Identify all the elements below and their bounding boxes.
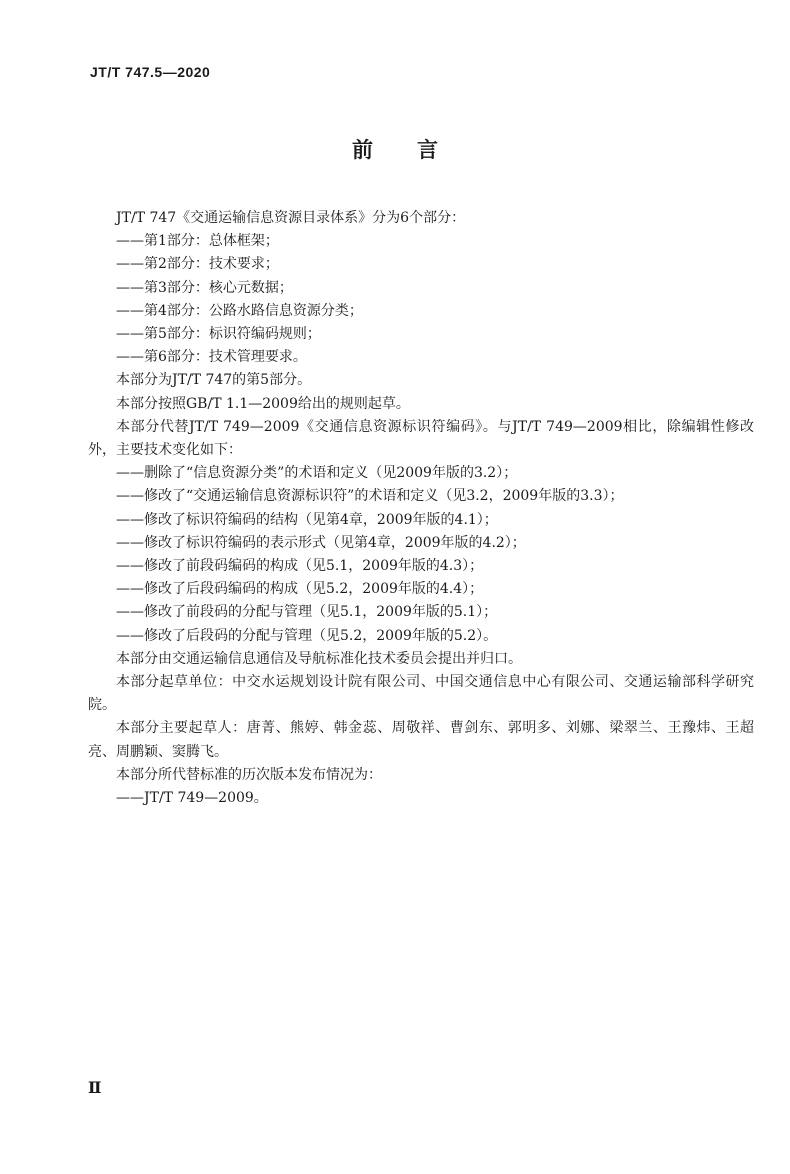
list-item-part-6: ——第6部分：技术管理要求。: [116, 349, 307, 366]
proposed-by-paragraph: 本部分由交通运输信息通信及导航标准化技术委员会提出并归口。: [116, 650, 522, 667]
list-item-change-2: ——修改了“交通运输信息资源标识符”的术语和定义（见3.2，2009年版的3.3）；: [116, 488, 624, 505]
list-item-change-8: ——修改了后段码的分配与管理（见5.2，2009年版的5.2）。: [116, 627, 498, 644]
list-item-change-5: ——修改了前段码编码的构成（见5.1，2009年版的4.3）；: [116, 558, 484, 575]
list-item-history-1: ——JT/T 749—2009。: [116, 790, 268, 807]
list-item-change-4: ——修改了标识符编码的表示形式（见第4章，2009年版的4.2）；: [116, 534, 526, 551]
foreword-body: [88, 207, 754, 810]
list-item-part-3: ——第3部分：核心元数据；: [116, 279, 293, 296]
document-id: JT/T 747.5—2020: [90, 64, 211, 80]
list-item-change-3: ——修改了标识符编码的结构（见第4章，2009年版的4.1）；: [116, 511, 498, 528]
history-intro-paragraph: 本部分所代替标准的历次版本发布情况为：: [116, 766, 382, 783]
this-part-paragraph: 本部分为JT/T 747的第5部分。: [116, 372, 312, 389]
list-item-change-7: ——修改了前段码的分配与管理（见5.1，2009年版的5.1）；: [116, 604, 498, 621]
drafting-rule-paragraph: 本部分按照GB/T 1.1—2009给出的规则起草。: [116, 395, 410, 412]
list-item-part-2: ——第2部分：技术要求；: [116, 256, 279, 273]
list-item-part-5: ——第5部分：标识符编码规则；: [116, 326, 321, 343]
intro-paragraph: JT/T 747《交通运输信息资源目录体系》分为6个部分：: [116, 210, 466, 226]
replaces-paragraph: 本部分代替JT/T 749—2009《交通信息资源标识符编码》。与JT/T 749—2009相比，除编辑性修改外，主要技术变化如下：: [88, 418, 754, 459]
list-item-change-6: ——修改了后段码编码的构成（见5.2，2009年版的4.4）；: [116, 581, 484, 598]
page-number: Ⅱ: [88, 1078, 102, 1097]
page-title: 前言: [352, 138, 482, 162]
list-item-change-1: ——删除了“信息资源分类”的术语和定义（见2009年版的3.2）；: [116, 465, 518, 482]
drafters-paragraph: 本部分主要起草人：唐菁、熊婷、韩金蕊、周敬祥、曹剑东、郭明多、刘娜、梁翠兰、王豫炜、王超亮、周鹏颖、窦腾飞。: [88, 720, 754, 760]
drafting-units-paragraph: 本部分起草单位：中交水运规划设计院有限公司、中国交通信息中心有限公司、交通运输部科学研究院。: [88, 674, 754, 714]
list-item-part-4: ——第4部分：公路水路信息资源分类；: [116, 302, 363, 319]
list-item-part-1: ——第1部分：总体框架；: [116, 233, 279, 250]
